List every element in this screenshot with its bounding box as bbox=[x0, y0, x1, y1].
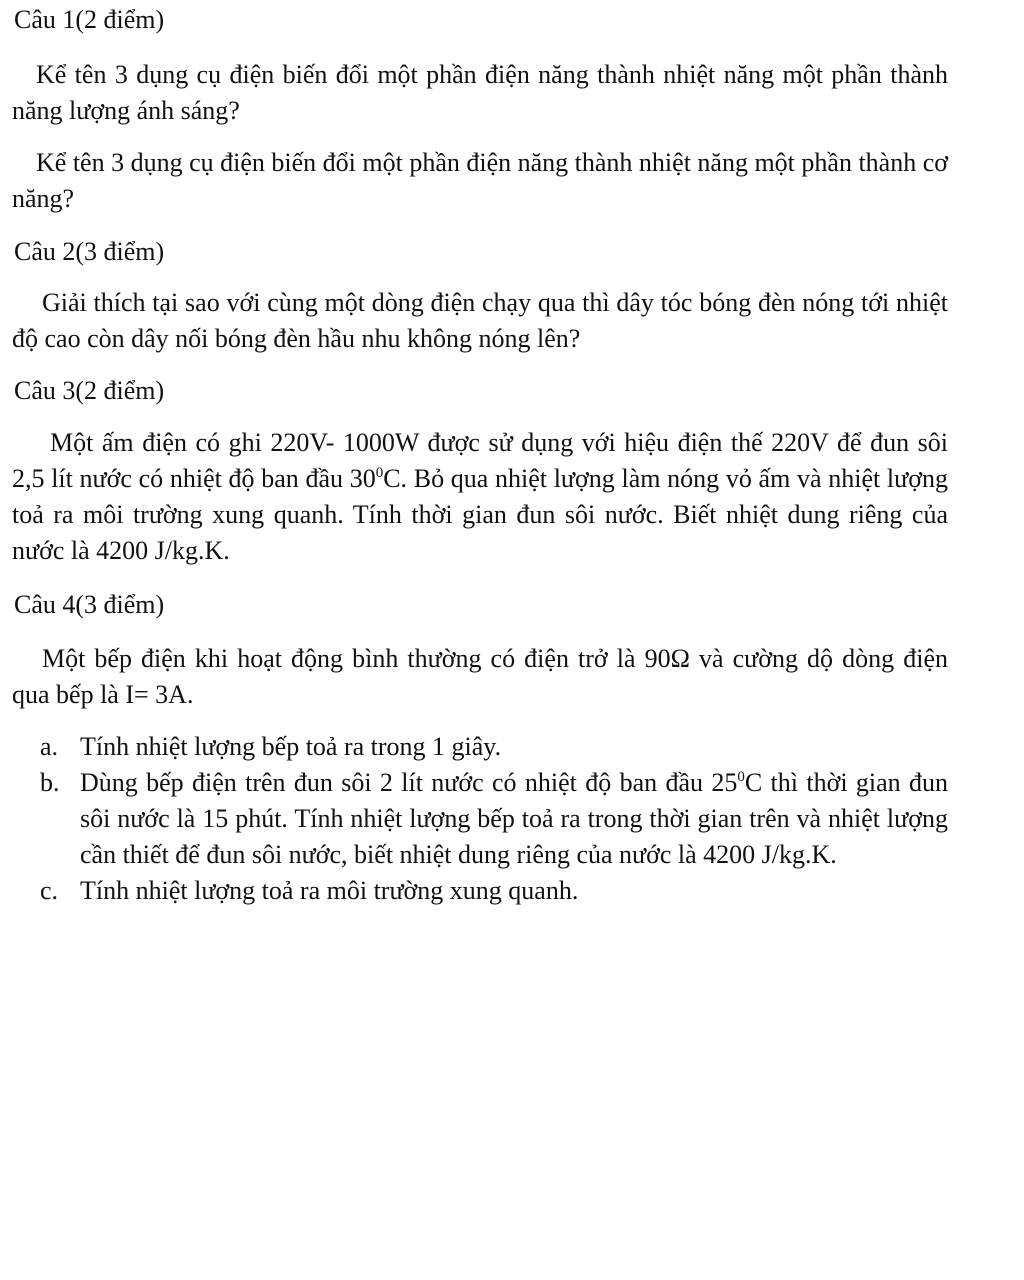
subquestion-marker: b. bbox=[40, 768, 60, 797]
cau4-heading: Câu 4(3 điểm) bbox=[14, 590, 165, 619]
subquestion-marker: c. bbox=[40, 876, 59, 905]
cau3-paragraph-1-text-b: C. Bỏ qua nhiệt lượng làm nóng vỏ ấm và nhiệt lượng toả ra môi trường xung quanh. Tính thời gian đun sôi nước. Biết nhiệt dung riêng của nước là 4200 J/kg.K. bbox=[12, 464, 948, 565]
cau2-paragraph-1-text: Giải thích tại sao với cùng một dòng điện chạy qua thì dây tóc bóng đèn nóng tới nhiệt độ cao còn dây nối bóng đèn hầu nhu không nóng lên? bbox=[12, 288, 948, 353]
cau4-subquestion-list bbox=[40, 729, 948, 909]
subquestion-text-a: Dùng bếp điện trên đun sôi 2 lít nước có nhiệt độ ban đầu 25 bbox=[80, 768, 738, 797]
cau1-paragraph-2-text: Kể tên 3 dụng cụ điện biến đổi một phần điện năng thành nhiệt năng một phần thành cơ năng? bbox=[12, 148, 948, 213]
cau3-degree-superscript: 0 bbox=[375, 465, 384, 481]
subquestion-text: Tính nhiệt lượng bếp toả ra trong 1 giây. bbox=[80, 732, 502, 761]
subquestion-marker: a. bbox=[40, 732, 59, 761]
cau2-paragraph-1 bbox=[12, 285, 948, 357]
cau1-paragraph-2 bbox=[12, 145, 948, 217]
subquestion-text-b: C thì thời gian đun sôi nước là 15 phút. Tính nhiệt lượng bếp toả ra trong thời gian trên và nhiệt lượng cần thiết để đun sôi nước, biết nhiệt dung riêng của nước là 4200 J/kg.K. bbox=[80, 768, 948, 869]
subquestion-text: Tính nhiệt lượng toả ra môi trường xung quanh. bbox=[80, 876, 579, 905]
cau3-paragraph-1 bbox=[12, 425, 948, 569]
cau4-subquestion-b bbox=[40, 765, 948, 873]
cau4-paragraph-1-text: Một bếp điện khi hoạt động bình thường có điện trở là 90Ω và cường dộ dòng điện qua bếp là I= 3A. bbox=[12, 644, 948, 709]
cau4-degree-superscript: 0 bbox=[737, 769, 745, 785]
cau1-paragraph-1 bbox=[12, 57, 948, 129]
cau1-heading: Câu 1(2 điểm) bbox=[14, 5, 165, 34]
cau1-paragraph-1-text: Kể tên 3 dụng cụ điện biến đổi một phần điện năng thành nhiệt năng một phần thành năng lượng ánh sáng? bbox=[12, 60, 948, 125]
cau3-paragraph-1-text-a: Một ấm điện có ghi 220V- 1000W được sử dụng với hiệu điện thế 220V để đun sôi 2,5 lít nước có nhiệt độ ban đầu 30 bbox=[12, 428, 948, 493]
cau4-subquestion-a bbox=[40, 729, 948, 765]
cau4-paragraph-1 bbox=[12, 641, 948, 713]
cau2-heading: Câu 2(3 điểm) bbox=[14, 237, 165, 266]
cau4-subquestion-c bbox=[40, 873, 948, 909]
cau3-heading: Câu 3(2 điểm) bbox=[14, 376, 165, 405]
